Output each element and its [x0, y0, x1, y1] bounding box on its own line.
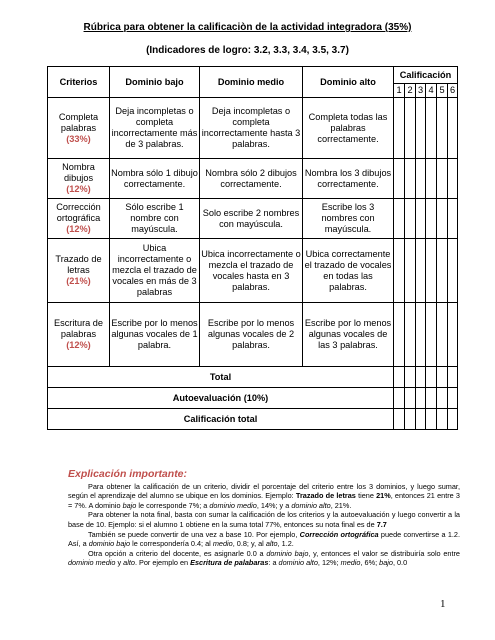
grade-cell[interactable]	[426, 388, 437, 409]
grade-cell[interactable]	[394, 159, 405, 199]
text-span: dominio medio	[68, 558, 116, 568]
text-span: Otra opción a criterio del docente, es asignarle 0.0 a	[88, 548, 267, 558]
grade-cell[interactable]	[405, 367, 416, 388]
cell-bajo: Escribe por lo menos algunas vocales de 1 palabra.	[110, 303, 200, 367]
grade-cell[interactable]	[394, 98, 405, 159]
grade-cell[interactable]	[405, 98, 416, 159]
grade-cell[interactable]	[437, 367, 448, 388]
header-num-4: 4	[426, 84, 437, 98]
text-span: 7.7	[376, 519, 387, 529]
grade-cell[interactable]	[405, 239, 416, 303]
grade-cell[interactable]	[426, 409, 437, 430]
grade-cell[interactable]	[448, 409, 458, 430]
text-span: dominio bajo	[266, 548, 309, 558]
total-label: Total	[48, 367, 394, 388]
cell-medio: Nombra sólo 2 dibujos correctamente.	[200, 159, 303, 199]
text-span: , 21%.	[330, 500, 352, 510]
total-row	[48, 367, 458, 388]
text-span: dominio alto	[278, 558, 318, 568]
grade-cell[interactable]	[448, 199, 458, 239]
criterion-name: Trazado de letras	[55, 254, 102, 275]
grade-cell[interactable]	[405, 159, 416, 199]
criterion-pct: (12%)	[66, 184, 91, 194]
cell-bajo: Ubica incorrectamente o mezcla el trazado de vocales en más de 3 palabras	[110, 239, 200, 303]
grade-cell[interactable]	[437, 159, 448, 199]
grade-cell[interactable]	[416, 199, 426, 239]
text-span: le corresponde 7%; a	[136, 500, 210, 510]
autoevaluacion-label: Autoevaluación (10%)	[48, 388, 394, 409]
grade-cell[interactable]	[394, 409, 405, 430]
grade-cell[interactable]	[448, 303, 458, 367]
header-dominio-medio: Dominio medio	[200, 67, 303, 98]
table-row	[48, 98, 458, 159]
text-span: medio	[340, 558, 361, 568]
grade-cell[interactable]	[437, 199, 448, 239]
text-span: alto	[123, 558, 135, 568]
criterion-pct: (21%)	[66, 276, 91, 286]
grade-cell[interactable]	[394, 303, 405, 367]
text-span: Trazado de letras	[295, 491, 356, 501]
cell-alto: Escribe por lo menos algunas vocales de las 3 palabras.	[303, 303, 394, 367]
table-row	[48, 199, 458, 239]
rubric-table	[47, 66, 458, 430]
grade-cell[interactable]	[426, 98, 437, 159]
table-row	[48, 303, 458, 367]
grade-cell[interactable]	[416, 159, 426, 199]
cell-medio: Solo escribe 2 nombres con mayúscula.	[200, 199, 303, 239]
grade-cell[interactable]	[448, 98, 458, 159]
text-span: Corrección ortográfica	[299, 529, 379, 539]
document-subtitle: (Indicadores de logro: 3.2, 3.3, 3.4, 3.5, 3.7)	[146, 45, 349, 56]
text-span: y	[115, 558, 124, 568]
grade-cell[interactable]	[426, 303, 437, 367]
grade-cell[interactable]	[426, 367, 437, 388]
grade-cell[interactable]	[416, 409, 426, 430]
text-span: , 12%;	[317, 558, 341, 568]
grade-cell[interactable]	[416, 239, 426, 303]
text-span: , 1.2.	[277, 539, 294, 549]
cell-bajo: Sólo escribe 1 nombre con mayúscula.	[110, 199, 200, 239]
grade-cell[interactable]	[394, 199, 405, 239]
text-span: . Por ejemplo en	[134, 558, 191, 568]
table-row	[48, 159, 458, 199]
grade-cell[interactable]	[394, 367, 405, 388]
grade-cell[interactable]	[426, 239, 437, 303]
criterion-name: Completa palabras	[58, 111, 99, 133]
text-span: También se puede convertir de una vez a base 10. Por ejemplo,	[88, 529, 300, 539]
grade-cell[interactable]	[448, 388, 458, 409]
text-span: 21%	[376, 491, 391, 501]
criterion-name: Nombra dibujos	[62, 162, 95, 183]
grade-cell[interactable]	[416, 388, 426, 409]
text-span: , y, entonces el valor se distribuiría solo entre	[308, 548, 460, 558]
explanation-paragraph	[68, 510, 460, 529]
grade-cell[interactable]	[405, 303, 416, 367]
text-span: Para obtener la nota final, basta con sumar la calificación de los criterios y la autoevaluación y luego convertir a la base de 10. Ejemplo: si el alumno 1 obtiene en la suma total 77%, entonces su nota final es de	[68, 510, 460, 529]
explanation-paragraph	[68, 530, 460, 549]
criterion-cell	[48, 239, 110, 303]
text-span: , entonces 21 entre 3 = 7%. A dominio	[68, 491, 460, 510]
text-span: alto	[265, 539, 278, 549]
text-span: : a	[268, 558, 279, 568]
explanation-heading: Explicación importante:	[68, 468, 188, 480]
text-span: , 14%; y a	[256, 500, 292, 510]
cell-medio: Escribe por lo menos algunas vocales de 2 palabras.	[200, 303, 303, 367]
grade-cell[interactable]	[448, 239, 458, 303]
calificacion-total-label: Calificación total	[48, 409, 394, 430]
text-span: tiene	[355, 491, 377, 501]
header-num-3: 3	[416, 84, 426, 98]
criterion-pct: (12%)	[66, 340, 91, 350]
cell-bajo: Nombra sólo 1 dibujo correctamente.	[110, 159, 200, 199]
explanation-paragraph	[68, 482, 460, 511]
grade-cell[interactable]	[405, 199, 416, 239]
criterion-cell	[48, 98, 110, 159]
text-span: bajo	[379, 558, 393, 568]
criterion-cell	[48, 159, 110, 199]
text-span: , 0.0	[392, 558, 408, 568]
criterion-pct: (12%)	[66, 224, 91, 234]
document-title: Rúbrica para obtener la calificaciòn de la actividad integradora (35%)	[83, 22, 412, 33]
text-span: le correspondería 0.4; al	[130, 539, 213, 549]
header-num-6: 6	[448, 84, 458, 98]
grade-cell[interactable]	[437, 303, 448, 367]
criterion-cell	[48, 199, 110, 239]
grade-cell[interactable]	[416, 367, 426, 388]
cell-medio: Ubica incorrectamente o mezcla el trazado de vocales hasta en 3 palabras.	[200, 239, 303, 303]
grade-cell[interactable]	[437, 388, 448, 409]
criterion-cell	[48, 303, 110, 367]
explanation-paragraph	[68, 549, 460, 568]
header-dominio-alto: Dominio alto	[303, 67, 394, 98]
grade-cell[interactable]	[437, 409, 448, 430]
criterion-name: Corrección ortográfica	[56, 202, 101, 223]
text-span: medio	[212, 539, 233, 549]
grade-cell[interactable]	[426, 199, 437, 239]
cell-bajo: Deja incompletas o completa incorrectamente más de 3 palabras.	[110, 98, 200, 159]
grade-cell[interactable]	[437, 98, 448, 159]
grade-cell[interactable]	[394, 239, 405, 303]
grade-cell[interactable]	[448, 367, 458, 388]
cell-alto: Escribe los 3 nombres con mayúscula.	[303, 199, 394, 239]
autoevaluacion-row	[48, 388, 458, 409]
text-span: Para obtener la calificación de un criterio, dividir el porcentaje del criterio entre los 3 dominios, y luego sumar, según el aprendizaje del alumno se ubique en los dominios. Ejemplo:	[68, 481, 460, 501]
grade-cell[interactable]	[394, 388, 405, 409]
header-num-2: 2	[405, 84, 416, 98]
grade-cell[interactable]	[416, 303, 426, 367]
header-dominio-bajo: Dominio bajo	[110, 67, 200, 98]
page-number: 1	[440, 598, 446, 610]
cell-medio: Deja incompletas o completa incorrectamente hasta 3 palabras.	[200, 98, 303, 159]
calificacion-total-row	[48, 409, 458, 430]
header-criterios: Criterios	[48, 67, 110, 98]
grade-cell[interactable]	[405, 388, 416, 409]
table-row	[48, 239, 458, 303]
text-span: bajo	[122, 500, 137, 510]
text-span: Escritura de palabaras	[190, 558, 269, 568]
explanation-section	[68, 470, 460, 568]
header-calificacion: Calificación	[394, 67, 458, 84]
header-num-1: 1	[394, 84, 405, 98]
grade-cell[interactable]	[416, 98, 426, 159]
criterion-pct: (33%)	[66, 133, 91, 144]
grade-cell[interactable]	[437, 239, 448, 303]
cell-alto: Ubica correctamente el trazado de vocales en todas las palabras.	[303, 239, 394, 303]
grade-cell[interactable]	[405, 409, 416, 430]
cell-alto: Completa todas las palabras correctamente.	[303, 98, 394, 159]
grade-cell[interactable]	[426, 159, 437, 199]
header-num-5: 5	[437, 84, 448, 98]
text-span: , 0.8; y, al	[232, 539, 266, 549]
grade-cell[interactable]	[448, 159, 458, 199]
text-span: dominio alto	[291, 500, 331, 510]
text-span: dominio bajo	[88, 539, 131, 549]
text-span: puede convertirse a 1.2. Así, a	[68, 529, 460, 549]
text-span: , 6%;	[360, 558, 380, 568]
text-span: dominio medio	[209, 500, 257, 510]
cell-alto: Nombra los 3 dibujos correctamente.	[303, 159, 394, 199]
criterion-name: Escritura de palabras	[53, 318, 104, 339]
